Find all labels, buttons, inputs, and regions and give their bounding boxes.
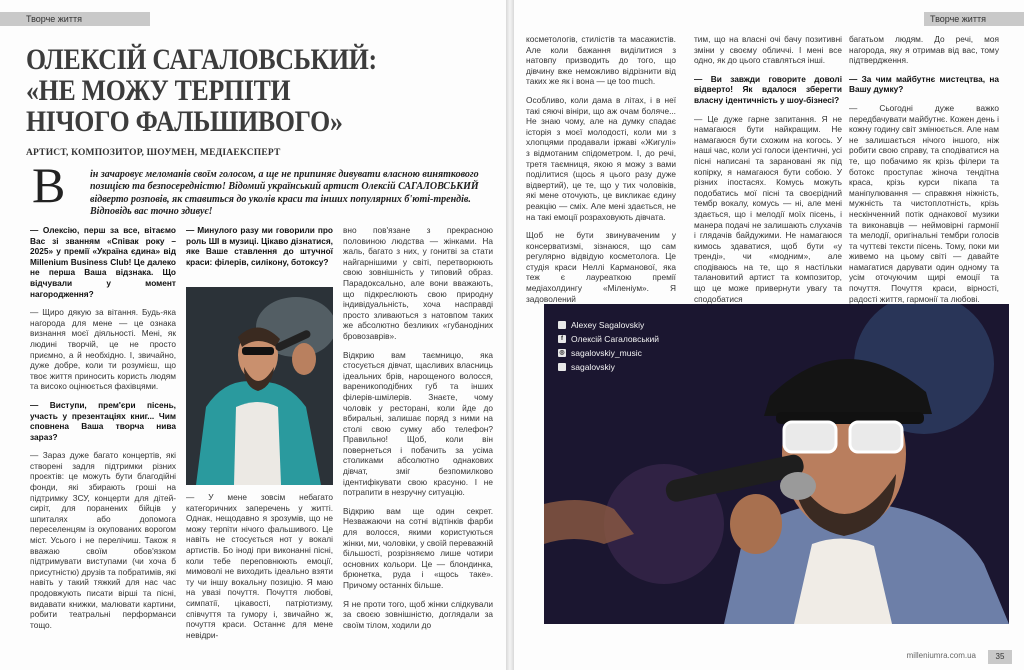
answer-paragraph: Я не проти того, щоб жінки слідкували за своєю зовнішністю, доглядали за своїм тілом, ходили до [343,598,493,630]
answer-paragraph: — Зараз дуже багато концертів, які створені задля підтримки різних проєктів: це можуть бути благодійні фонди, які збирають гроші на підтримку ЗСУ, концерти для дітей-сиріт, для поранених бійців у шпиталях або допомога переселенцям із окупованих ворогом міст. Усього і не перелічиш. Також я вважаю своїм обов'язком підтримувати виступами (чи хоча б присутністю) друзів та побратимів, які навіть у такий тяжкий для нас час продовжують писати вірші та пісні, видавати книжки, малювати картини, робити театральні перформанси тощо. [30,450,176,630]
headline-line: НІЧОГО ФАЛЬШИВОГО» [26,105,343,138]
answer-paragraph: Особливо, коли дама в літах, і в неї такі сяючі вініри, що аж очам боляче... Не знаю чому, але на думку спадає історія з моєї молодості, коли ми з хлопцями продавали іржаві «Жигулі» з відмотаним спідометром. І, до речі, третя таємниця, якою я можу з вами поділитися (щось я цього разу дуже відвертий), це те, що у тих чоловіків, які мене оточують, це викликає єдину реакцію — сміх. Але мені здається, не на такі емоції розраховують дівчата. [526,94,676,222]
answer-paragraph: — Щиро дякую за вітання. Будь-яка нагорода для мене — це ознака визнання моєї діяльності. Мені, як людині творчій, це не просто приємно, а й необхідно. І, звичайно, дуже добре, коли ти розумієш, що твоє життя приносить користь людям та високо оцінюється фахівцями. [30,307,176,392]
answer-paragraph: — У мене зовсім небагато категоричних заперечень у житті. Однак, нещодавно я зрозумів, що не можу терпіти нічого фальшивого. Це навіть не стосується нот у вокалі артистів. Бо іноді при виконанні пісні, коли тебе переповнюють емоції, мимоволі не виходить ідеально взяти ту чи іншу вокальну позицію. Я маю на увазі почуття. Почуття любові, симпатії, цікавості, патріотизму, співчуття та гумору і, звичайно ж, почуття краси. Останнє для мене невідри- [186,492,333,640]
social-link[interactable] [558,332,659,346]
square-icon [558,321,566,329]
social-label: Олексій Сагаловський [571,334,659,344]
answer-paragraph: — Це дуже гарне запитання. Я не намагаюся бути найкращим. Не намагаюся бути схожим на когось. У наші час, коли усі голоси ідентичні, усі пісні написані та зарановані як під копірку, я намагаюся бути собою. У різних іпостасях. Комусь можуть подобатись мої пісні та своєрідний тембр вокалу, комусь — ні, але мені здається, що і мелодії моїх пісень, і манера подачі не залишають слухачів і глядачів байдужими. Не намагаюся кимось здаватися, щоб бути «у тренді», чи «модним», але сподіваюсь на те, що я настільки талановитий артист та композитор, що це може привернути увагу та сподобатися [694,113,842,304]
left-page [0,0,506,670]
answer-paragraph: Щоб не бути звинуваченим у консерватизмі, зізнаюся, що сам регулярно відвідую косметолога. Це студія краси Неллі Карманової, яка теж є лауреаткою премії медіахолдингу «Міленіум». Я задоволений [526,230,676,304]
answer-paragraph: Відкрию вам таємницю, яка стосується дівчат, щасливих власниць ідеальних брів, нарощеного волосся, вареникоподібних губ та інших філерів-шмілерів. Знаєте, чому чоловік у ресторані, коли йде до вбиральні, залишає поряд з ними на столі свою сумку або телефон? Правильно! Щоб, коли він повернеться і побачить за усіма столиками абсолютно однакових дівчат, зміг безпомилково ідентифікувати свою красуню. І не потрапити в незручну ситуацію. [343,349,493,498]
answer-paragraph: тим, що на власні очі бачу позитивні зміни у своєму обличчі. І мені все одно, як до цього ставляться інші. [694,34,842,66]
text-column [343,225,493,638]
question-paragraph: — Виступи, прем'єри пісень, участь у презентаціях книг... Чим сповнена Ваша творча нива зараз? [30,399,176,442]
section-tab: Творче життя [924,12,1024,26]
facebook-icon: f [558,335,566,343]
headline-line: ОЛЕКСІЙ САГАЛОВСЬКИЙ: [26,43,377,76]
text-column [186,492,333,648]
text-column [526,34,676,312]
drop-cap: В [32,157,66,213]
social-link[interactable] [558,360,659,374]
text-column [30,225,176,638]
website-url[interactable]: milleniumra.com.ua [906,651,976,660]
question-paragraph: — Ви завжди говорите доволі відверто! Як вдалося зберегти власну ідентичність у шоу-бізнесі? [694,73,842,105]
social-link[interactable] [558,318,659,332]
headline-line: «НЕ МОЖУ ТЕРПІТИ [26,74,291,107]
social-label: Alexey Sagalovskiy [571,320,645,330]
question-paragraph: — За чим майбутнє мистецтва, на Вашу думку? [849,73,999,95]
text-column [694,34,842,312]
article-headline [26,44,430,137]
right-page [514,0,1024,670]
social-label: sagalovskiy_music [571,348,642,358]
social-links [558,318,659,374]
instagram-icon: ◎ [559,350,565,356]
square-icon [558,363,566,371]
answer-paragraph: Відкрию вам ще один секрет. Незважаючи на сотні відтінків фарби для волосся, якими користуються жінки, ми, чоловіки, у своїй переважній більшості, розрізняємо лише чотири основних кольори. Це — блондинка, брюнетка, руда і «щось таке». Причому останніх більше. [343,505,493,590]
section-tab: Творче життя [0,12,150,26]
photo-illustration [186,287,333,485]
page-number: 35 [988,650,1012,664]
social-link[interactable] [558,346,659,360]
answer-paragraph: вно пов'язане з прекрасною половиною людства — жінками. На жаль, багато з них, у гонитві за стати найгарнішими у світі, перетворюють свою зовнішність у типовий образ. Парадоксально, але вони вважають, що підкреслюють свою природну індивідуальність, хоча насправді просто зливаються з натовпом таких же абсолютно безликих «губанодіних бровозаврів». [343,225,493,341]
article-lead: ін зачаровує меломанів своїм голосом, а ще не припиняє дивувати власною виняткового позицією та безпосередністю! Відомий український артист Олексій САГАЛОВСЬКИЙ відверто розповів, як ставиться до уколів краси та інших популярних б'юті-трендів. Відповідь вас точно здивує! [90,169,479,217]
answer-paragraph: — Сьогодні дуже важко передбачувати майбутнє. Кожен день і кожну годину світ змінюється. Але нам не залишається нічого іншого, ніж робити свою справу, та сподіватися на те, що побачимо як крізь філери та ботокс проступає жіноча тендітна краса, крізь курси пікапа та маніпулювання — справжня ніжність, мужність та чистоплотність, крізь нескінченний потік однакової музики та виконавців — неймовірні гармонії та мелодії, оригінальні тембри голосів та чуттєві тексти пісень. Тому, поки ми живемо на цьому світі — давайте намагатися дарувати один одному та усім оточуючим щирі емоції та почуття. Почуття краси, вірності, радості життя, гармонії та любові. [849,102,999,304]
question-paragraph: — Олексію, перш за все, вітаємо Вас зі званням «Співак року – 2025» у премії «Україна єдина» від Millenium Business Club! Це далеко не перша Ваша відзнака. Що відчували у момент нагородження? [30,225,176,299]
artist-photo-singing [186,287,333,485]
answer-paragraph: косметологів, стилістів та масажистів. Але коли бажання виділитися з натовпу призводить до того, що дівчину вже неможливо відрізнити від таких же як і вона — це too much. [526,34,676,87]
artist-photo-concert [544,304,1009,624]
answer-paragraph: багатьом людям. До речі, моя нагорода, яку я отримав від вас, тому підтвердження. [849,34,999,66]
social-label: sagalovskiy [571,362,615,372]
question-paragraph: — Минулого разу ми говорили про роль ШІ в музиці. Цікаво дізнатися, яке Ваше ставлення до штучної краси: філерів, силікону, ботоксу? [186,225,333,267]
article-subhead: АРТИСТ, КОМПОЗИТОР, ШОУМЕН, МЕДІАЕКСПЕРТ [26,148,281,158]
text-column [186,225,333,275]
text-column [849,34,999,312]
page-gutter [506,0,514,670]
